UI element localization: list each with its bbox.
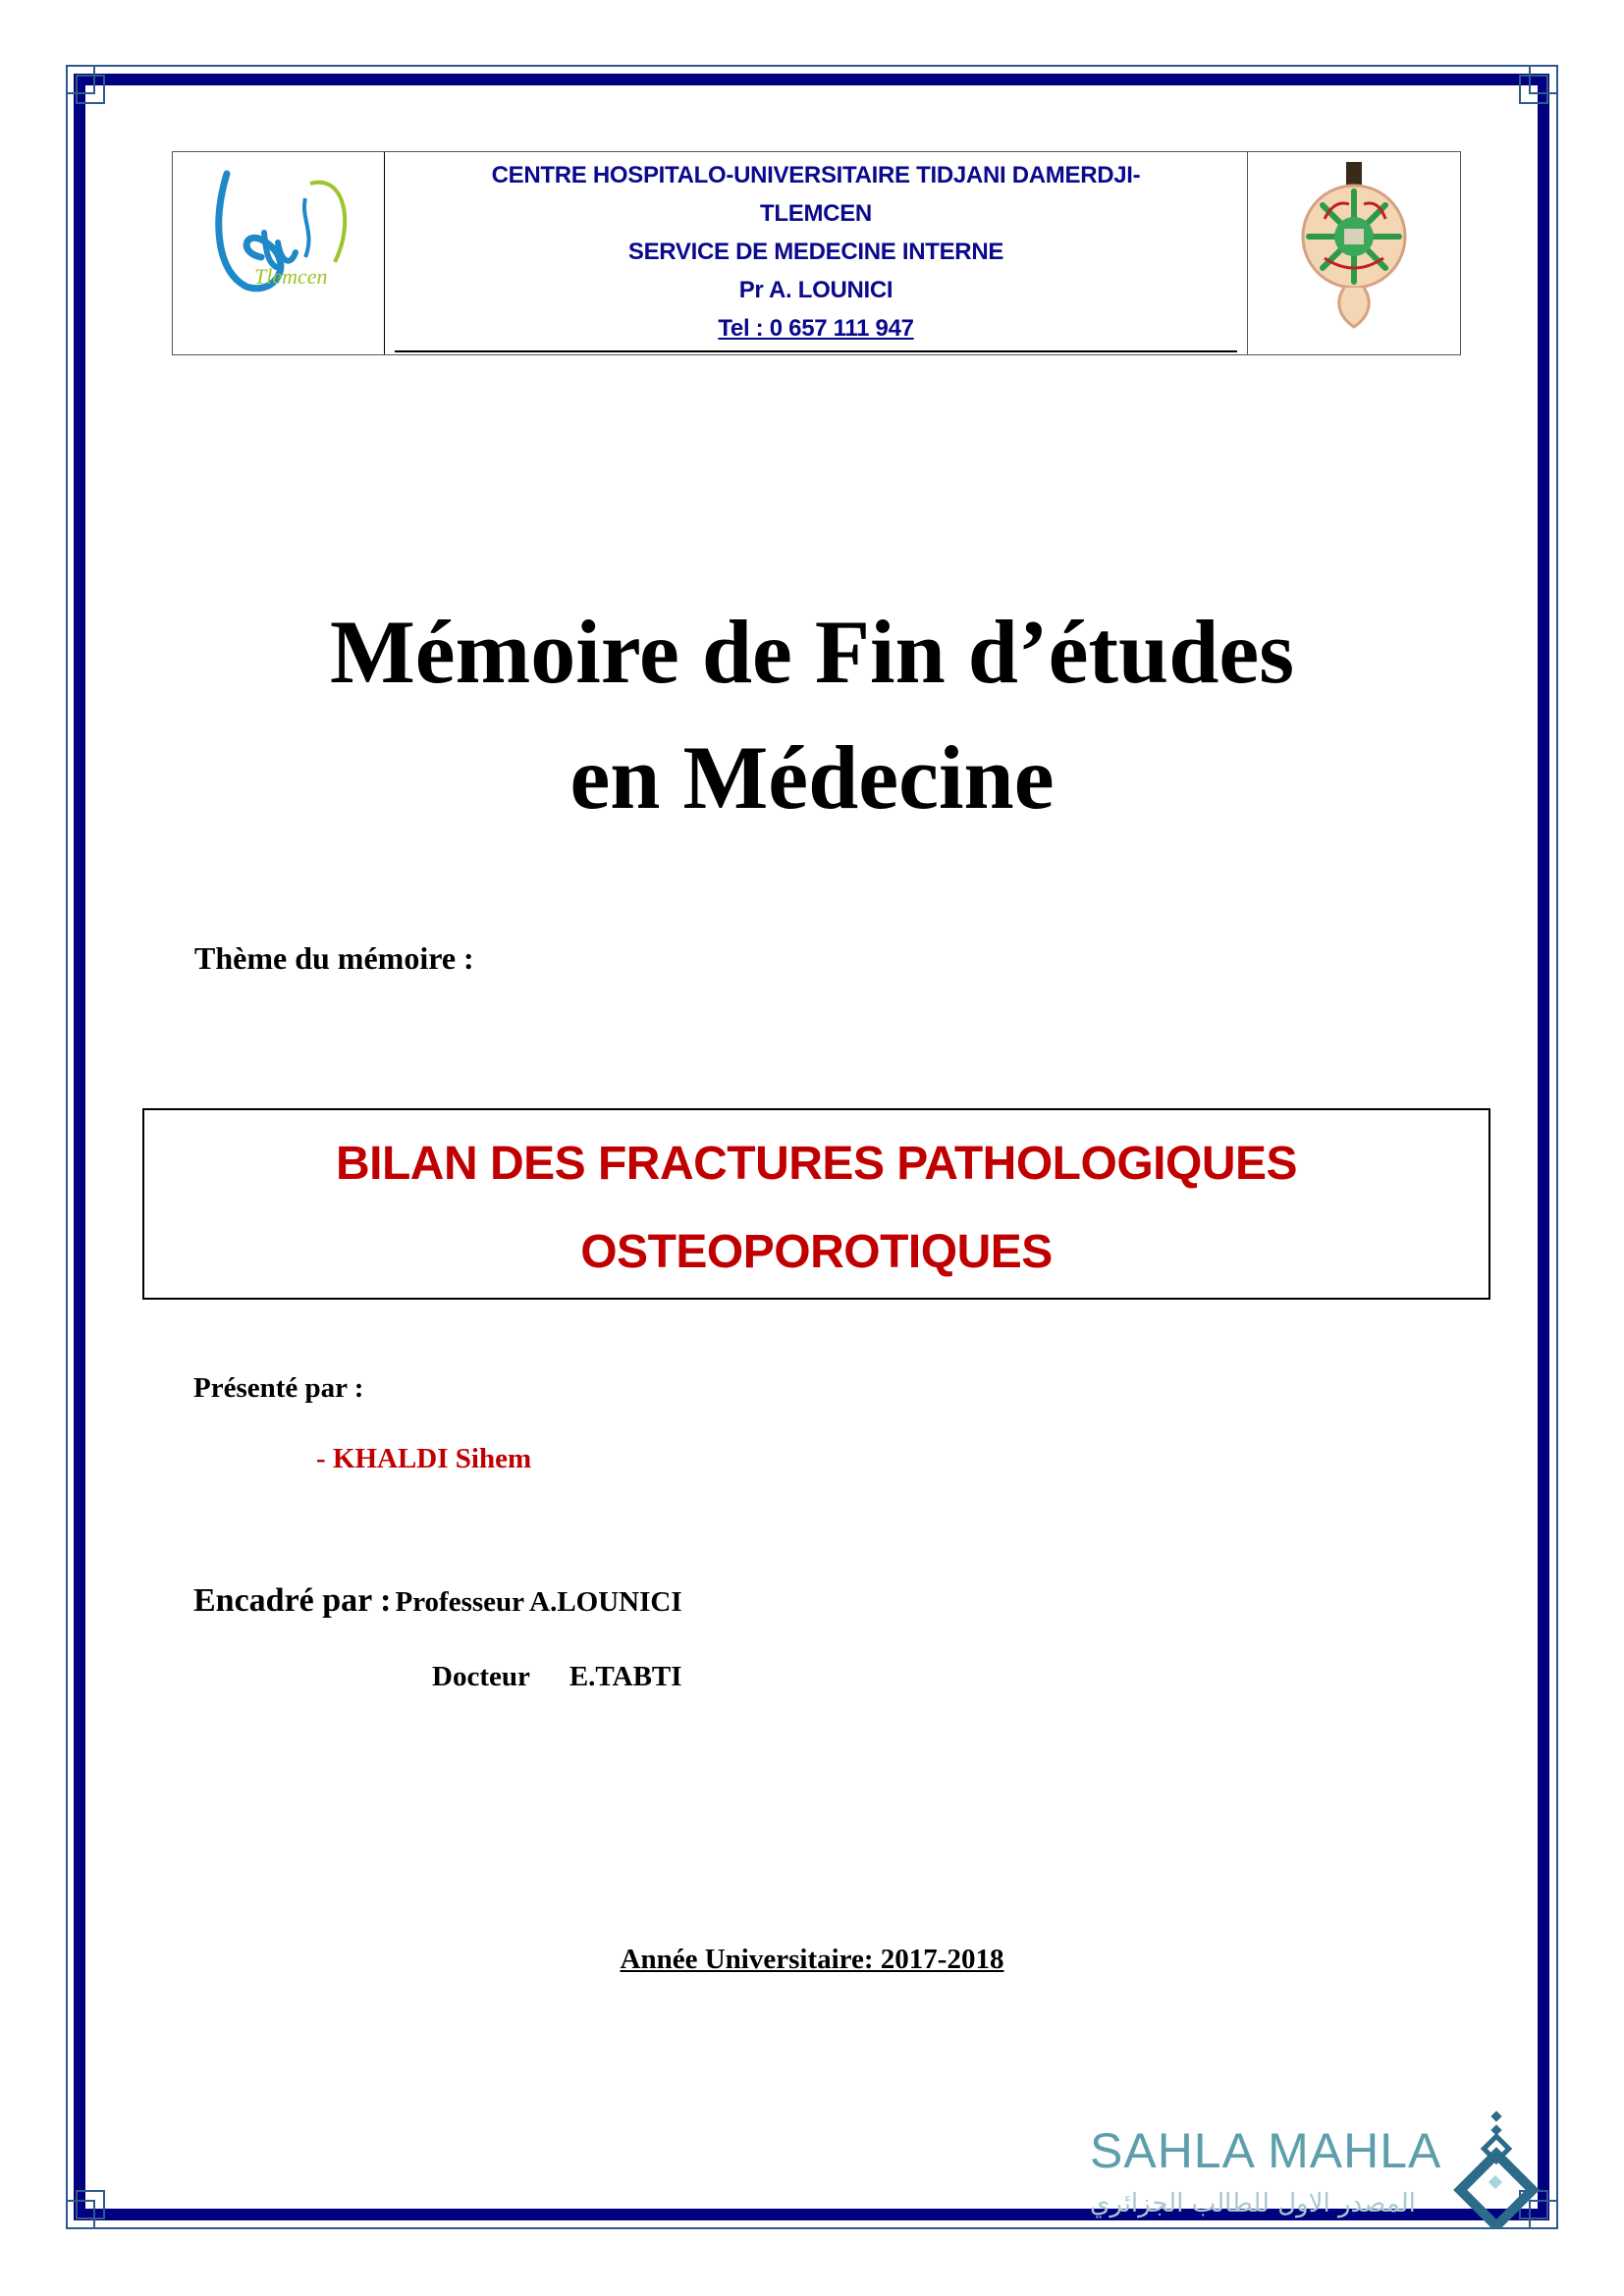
supervisor-2-name: E.TABTI — [568, 1661, 682, 1692]
watermark-subtitle: المصدر الاول للطالب الجزائري — [1090, 2189, 1416, 2218]
theme-title-line-1: BILAN DES FRACTURES PATHOLOGIQUES — [335, 1138, 1298, 1190]
title-line-2: en Médecine — [569, 727, 1055, 828]
presented-by-label: Présenté par : — [193, 1372, 364, 1404]
academic-year: Année Universitaire: 2017-2018 — [620, 1944, 1004, 1975]
department-name: SERVICE DE MEDECINE INTERNE — [627, 239, 1004, 265]
svg-text:Tlemcen: Tlemcen — [254, 264, 328, 289]
chu-tlemcen-logo — [207, 164, 354, 301]
border-corner-ornament — [76, 2190, 105, 2219]
department-head: Pr A. LOUNICI — [738, 277, 893, 303]
page-title — [0, 589, 1624, 840]
watermark-title: SAHLA MAHLA — [1090, 2123, 1442, 2178]
border-corner-ornament — [1519, 75, 1548, 104]
title-line-1: Mémoire de Fin d’études — [329, 602, 1295, 702]
border-corner-ornament — [76, 75, 105, 104]
hospital-name: CENTRE HOSPITALO-UNIVERSITAIRE TIDJANI DAMERDJI- — [491, 162, 1141, 188]
student-name: - KHALDI Sihem — [316, 1443, 532, 1474]
sahla-mahla-watermark — [1090, 2110, 1561, 2228]
supervisor-2-title: Docteur — [432, 1661, 530, 1692]
header-center-cell — [385, 152, 1248, 354]
supervised-by — [193, 1582, 682, 1620]
header-divider — [395, 350, 1237, 352]
header-right-cell — [1248, 152, 1460, 354]
theme-title-line-2: OSTEOPOROTIQUES — [580, 1226, 1053, 1278]
supervisor-2 — [432, 1661, 682, 1693]
hospital-city: TLEMCEN — [760, 200, 872, 227]
theme-box — [142, 1108, 1490, 1300]
header-left-cell — [173, 152, 385, 354]
supervised-by-label: Encadré par : — [193, 1582, 392, 1619]
university-emblem — [1295, 160, 1413, 337]
phone-number: Tel : 0 657 111 947 — [718, 315, 914, 342]
supervisor-1: Professeur A.LOUNICI — [395, 1586, 682, 1618]
sahla-mahla-logo-icon — [1453, 2110, 1542, 2228]
theme-label: Thème du mémoire : — [194, 940, 474, 976]
header-table — [172, 151, 1461, 355]
